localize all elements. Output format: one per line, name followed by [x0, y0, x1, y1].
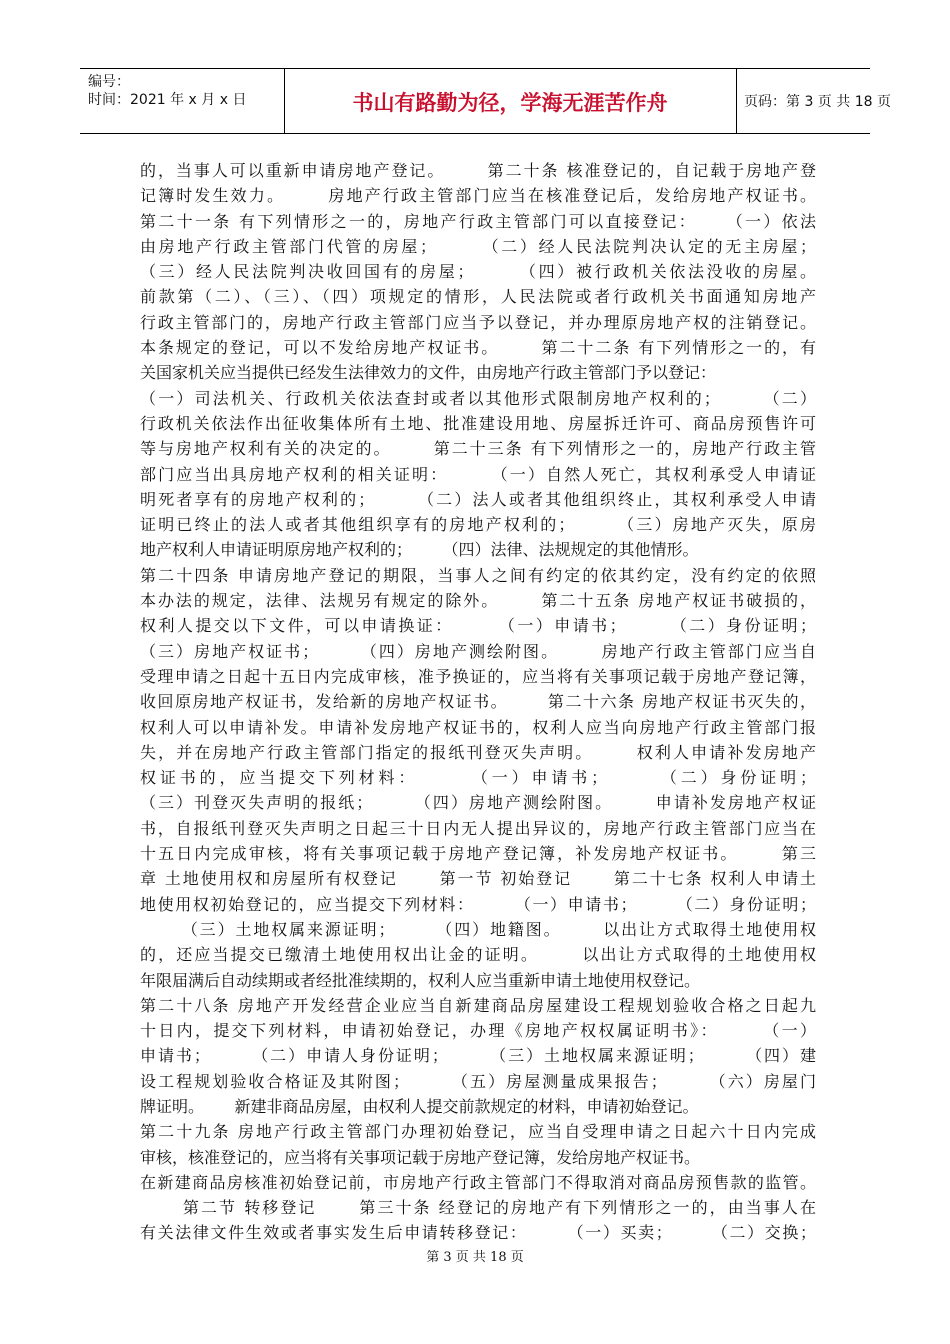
- body-text-line: 地产权利人申请证明原房地产权利的； （四）法律、法规规定的其他情形。: [140, 540, 699, 560]
- body-text-line: 年限届满后自动续期或者经批准续期的，权利人应当重新申请土地使用权登记。: [140, 970, 701, 990]
- body-text-line: 章 土地使用权和房屋所有权登记 第一节 初始登记 第二十七条 权利人申请土: [140, 869, 816, 889]
- document-body: [140, 158, 816, 1246]
- body-text-line: （三）刊登灭失声明的报纸； （四）房地产测绘附图。 申请补发房地产权证: [140, 793, 816, 813]
- body-text-line: 第二十八条 房地产开发经营企业应当自新建商品房屋建设工程规划验收合格之日起九: [140, 995, 816, 1015]
- body-text-line: 权利人提交以下文件，可以申请换证： （一）申请书； （二）身份证明；: [140, 616, 816, 636]
- body-text-line: 记簿时发生效力。 房地产行政主管部门应当在核准登记后，发给房地产权证书。: [140, 186, 816, 206]
- body-text-line: 第二节 转移登记 第三十条 经登记的房地产有下列情形之一的，由当事人在: [140, 1198, 816, 1218]
- body-text-line: 牌证明。 新建非商品房屋，由权利人提交前款规定的材料，申请初始登记。: [140, 1096, 699, 1116]
- body-text-line: 关国家机关应当提供已经发生法律效力的文件，由房地产行政主管部门予以登记：: [140, 363, 717, 383]
- body-text-line: 有关法律文件生效或者事实发生后申请转移登记： （一）买卖； （二）交换；: [140, 1223, 816, 1243]
- body-text-line: 第二十一条 有下列情形之一的，房地产行政主管部门可以直接登记： （一）依法: [140, 211, 816, 231]
- body-text-line: （一）司法机关、行政机关依法查封或者以其他形式限制房地产权利的； （二）: [140, 388, 816, 408]
- body-text-line: （三）房地产权证书； （四）房地产测绘附图。 房地产行政主管部门应当自: [140, 641, 816, 661]
- header-motto: 书山有路勤为径，学海无涯苦作舟: [352, 90, 668, 115]
- body-text-line: 的，当事人可以重新申请房地产登记。 第二十条 核准登记的，自记载于房地产登: [140, 161, 816, 180]
- body-text-line: 权利人可以申请补发。申请补发房地产权证书的，权利人应当向房地产行政主管部门报: [140, 717, 816, 737]
- body-text-line: 设工程规划验收合格证及其附图； （五）房屋测量成果报告； （六）房屋门: [140, 1071, 816, 1091]
- body-text-line: （三）土地权属来源证明； （四）地籍图。 以出让方式取得土地使用权: [140, 919, 816, 939]
- body-text-line: 权证书的，应当提交下列材料： （一）申请书； （二）身份证明；: [140, 768, 816, 788]
- document-number-label: 编号：: [88, 74, 130, 90]
- body-text-line: 第二十九条 房地产行政主管部门办理初始登记，应当自受理申请之日起六十日内完成: [140, 1122, 816, 1142]
- page-footer: 第 3 页 共 18 页: [426, 1250, 524, 1265]
- body-text-line: 第二十四条 申请房地产登记的期限，当事人之间有约定的依其约定，没有约定的依照: [140, 565, 816, 585]
- body-text-line: 前款第（二）、（三）、（四）项规定的情形，人民法院或者行政机关书面通知房地产: [140, 287, 816, 307]
- body-text-line: 本条规定的登记，可以不发给房地产权证书。 第二十二条 有下列情形之一的，有: [140, 338, 816, 358]
- body-text-line: 十日内，提交下列材料，申请初始登记，办理《房地产权权属证明书》： （一）: [140, 1021, 816, 1041]
- header-page-number: 页码：第 3 页 共 18 页: [744, 94, 891, 110]
- body-text-line: 十五日内完成审核，将有关事项记载于房地产登记簿，补发房地产权证书。 第三: [140, 844, 816, 864]
- page-header: [80, 68, 891, 134]
- document-date-label: 时间：2021 年 x 月 x 日: [88, 92, 247, 108]
- body-text-line: 行政机关依法作出征收集体所有土地、批准建设用地、房屋拆迁许可、商品房预售许可: [140, 413, 816, 433]
- body-text-line: 行政主管部门的，房地产行政主管部门应当予以登记，并办理原房地产权的注销登记。: [140, 312, 816, 332]
- body-text-line: 证明已终止的法人或者其他组织享有的房地产权利的； （三）房地产灭失，原房: [140, 515, 816, 535]
- body-text-line: 申请书； （二）申请人身份证明； （三）土地权属来源证明； （四）建: [140, 1046, 816, 1066]
- body-text-line: 地使用权初始登记的，应当提交下列材料： （一）申请书； （二）身份证明；: [140, 894, 816, 914]
- body-text-line: 等与房地产权利有关的决定的。 第二十三条 有下列情形之一的，房地产行政主管: [140, 439, 816, 459]
- body-text-line: 书，自报纸刊登灭失声明之日起三十日内无人提出异议的，房地产行政主管部门应当在: [140, 818, 816, 838]
- body-text-line: 的，还应当提交已缴清土地使用权出让金的证明。 以出让方式取得的土地使用权: [140, 945, 816, 965]
- body-text-line: 受理申请之日起十五日内完成审核，准予换证的，应当将有关事项记载于房地产登记簿，: [140, 666, 816, 686]
- body-text-line: 部门应当出具房地产权利的相关证明： （一）自然人死亡，其权利承受人申请证: [140, 464, 816, 484]
- body-text-line: 本办法的规定，法律、法规另有规定的除外。 第二十五条 房地产权证书破损的，: [140, 591, 816, 611]
- body-text-line: （三）经人民法院判决收回国有的房屋； （四）被行政机关依法没收的房屋。: [140, 262, 816, 282]
- body-text-line: 失，并在房地产行政主管部门指定的报纸刊登灭失声明。 权利人申请补发房地产: [140, 742, 816, 762]
- header-page-cell: [736, 69, 891, 133]
- body-text-line: 审核，核准登记的，应当将有关事项记载于房地产登记簿，发给房地产权证书。: [140, 1147, 701, 1167]
- header-meta-cell: [80, 69, 285, 133]
- body-text-line: 明死者享有的房地产权利的； （二）法人或者其他组织终止，其权利承受人申请: [140, 489, 816, 509]
- header-motto-cell: [284, 69, 737, 133]
- body-text-line: 收回原房地产权证书，发给新的房地产权证书。 第二十六条 房地产权证书灭失的，: [140, 692, 816, 712]
- body-text-line: 由房地产行政主管部门代管的房屋； （二）经人民法院判决认定的无主房屋；: [140, 236, 816, 256]
- body-text-line: 在新建商品房核准初始登记前，市房地产行政主管部门不得取消对商品房预售款的监管。: [140, 1172, 816, 1192]
